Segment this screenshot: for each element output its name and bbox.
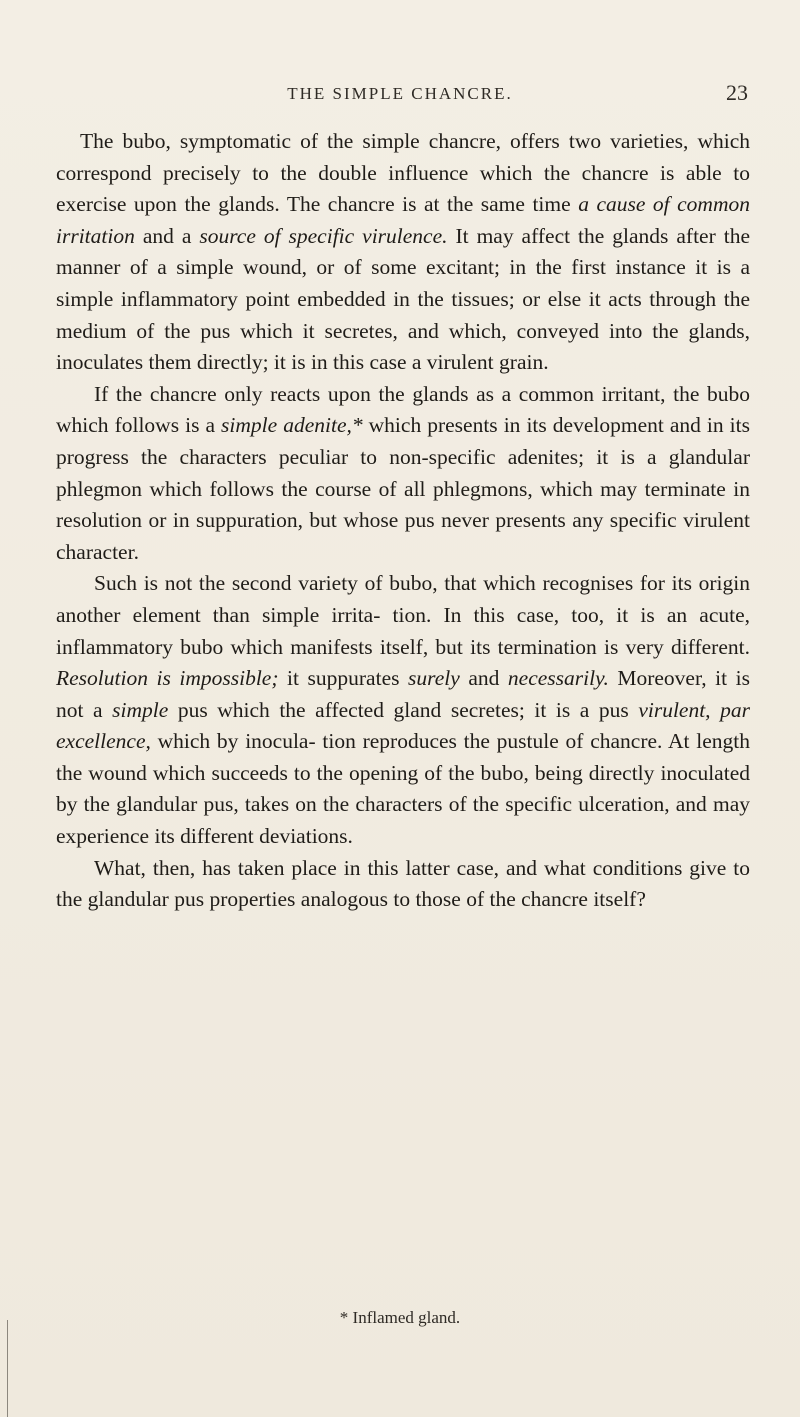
text-run: and a xyxy=(134,223,200,248)
paragraph xyxy=(56,568,750,852)
italic-run: necessarily. xyxy=(507,666,609,691)
text-run: and xyxy=(459,666,508,691)
text-run: What, then, has taken place in this latter case, and what conditions give to the glandular pus properties analogous to those of the chancre itself? xyxy=(56,855,750,912)
paragraph xyxy=(56,853,750,916)
text-run: which by inocula- tion reproduces the pustule of chancre. At length the wound which succeeds to the opening of the bubo, being directly inoculated by the glandular pus, takes on the characters of the specific ulceration, and may experience its different deviations. xyxy=(56,729,750,849)
text-run: pus which the affected gland secretes; it is a pus xyxy=(168,697,639,722)
italic-run: Resolution is impossible; xyxy=(56,666,279,691)
italic-run: simple adenite,* xyxy=(221,413,363,438)
binding-edge-line xyxy=(7,1320,8,1417)
running-title: THE SIMPLE CHANCRE. xyxy=(287,84,513,103)
text-run: It may affect the glands after the manner of a simple wound, or of some excitant; in the first instance it is a simple inflammatory point embedded in the tissues; or else it acts through the medium of the pus which it secretes, and which, conveyed into the glands, inoculates them directly; it is in this case a virulent grain. xyxy=(56,223,750,375)
italic-run: virulent, par excellence, xyxy=(56,697,750,754)
italic-run: a cause of common irritation xyxy=(56,192,750,248)
body-text xyxy=(56,126,750,916)
text-run: it suppurates xyxy=(278,666,409,691)
paragraph xyxy=(56,379,750,569)
footnote: * Inflamed gland. xyxy=(339,1308,461,1327)
italic-run: simple xyxy=(112,697,169,722)
text-run: The bubo, symptomatic of the simple chancre, offers two varieties, which correspond precisely to the double influence which the chancre is able to exercise upon the glands. The chancre is at the same time xyxy=(56,129,750,217)
paragraph xyxy=(56,126,750,379)
text-run: Moreover, it is not a xyxy=(56,666,751,722)
text-run: If the chancre only reacts upon the glands as a common irritant, the bubo which follows is a xyxy=(56,381,750,438)
italic-run: source of specific virulence. xyxy=(199,223,448,248)
page-number: 23 xyxy=(726,80,748,105)
text-run: Such is not the second variety of bubo, that which recognises for its origin another element than simple irrita- tion. In this case, too, it is an acute, inflammatory bubo which manifests itself, but its termination is very different. xyxy=(56,571,750,659)
text-run: which presents in its development and in its progress the characters peculiar to non-specific adenites; it is a glandular phlegmon which follows the course of all phlegmons, which may terminate in resolution or in suppuration, but whose pus never presents any specific virulent character. xyxy=(56,413,750,564)
italic-run: surely xyxy=(408,666,460,691)
